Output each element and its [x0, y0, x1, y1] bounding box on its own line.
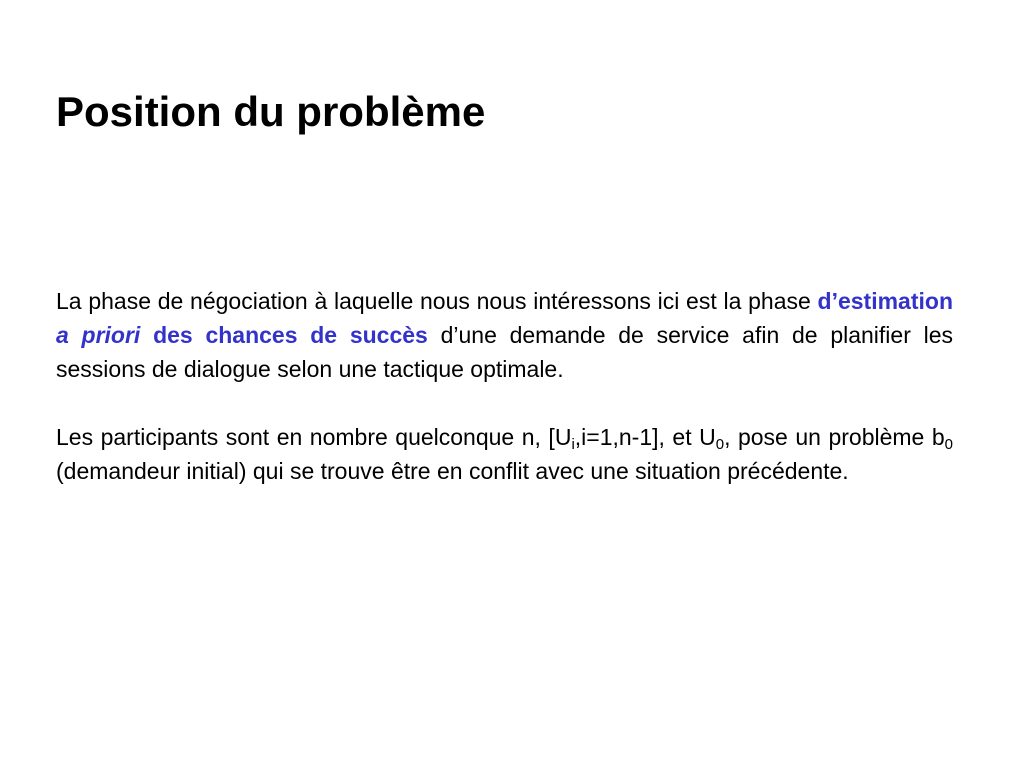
- paragraph1-text-end: d’une demande de service afin de planifier les sessions de dialogue selon une tactique optimale.: [56, 322, 954, 382]
- paragraph-participants: [56, 420, 953, 488]
- paragraph2-text-2: ,i=1,n-1], et U: [574, 424, 716, 450]
- paragraph2-text-3: , pose un problème b: [724, 424, 945, 450]
- slide-body: [56, 284, 953, 488]
- subscript-i: i: [571, 436, 575, 453]
- subscript-zero-b: 0: [944, 436, 953, 453]
- paragraph2-text-4: (demandeur initial) qui se trouve être en conflit avec une situation précédente.: [56, 458, 849, 484]
- paragraph2-text-1: Les participants sont en nombre quelconque n, [U: [56, 424, 572, 450]
- highlight-chances-de-succes: des chances de succès: [140, 322, 428, 348]
- paragraph-negotiation-phase: [56, 284, 953, 386]
- paragraph1-text-start: La phase de négociation à laquelle nous nous intéressons ici est la phase: [56, 288, 818, 314]
- highlight-a-priori: a priori: [56, 322, 141, 348]
- slide-title: Position du problème: [56, 88, 486, 135]
- highlight-estimation: d’estimation: [817, 288, 953, 314]
- subscript-zero-u: 0: [715, 436, 725, 453]
